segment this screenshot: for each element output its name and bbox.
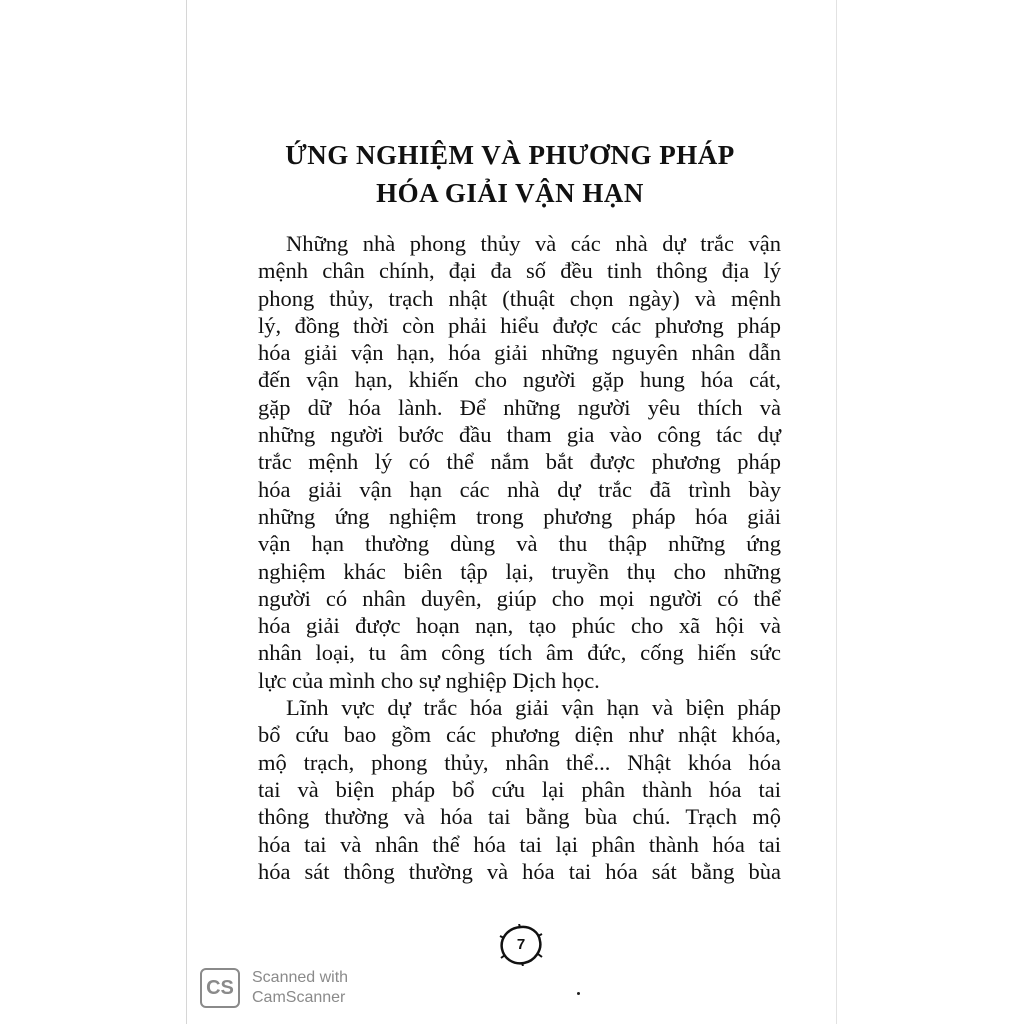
body-text [258, 230, 781, 885]
text-line: lý, đồng thời còn phải hiểu được các phương pháp [258, 312, 781, 338]
text-line: tai và biện pháp bổ cứu lại phân thành hóa tai [258, 776, 781, 802]
text-line: Lĩnh vực dự trắc hóa giải vận hạn và biện pháp [286, 695, 781, 721]
page-edge-right [836, 0, 837, 1024]
text-line: hóa tai và nhân thể hóa tai lại phân thành hóa tai [258, 831, 781, 857]
text-line: phong thủy, trạch nhật (thuật chọn ngày) và mệnh [258, 285, 781, 311]
text-line: người có nhân duyên, giúp cho mọi người có thể [258, 585, 781, 611]
camscanner-watermark [200, 966, 380, 1010]
camscanner-text [252, 968, 348, 1008]
watermark-line-2: CamScanner [252, 989, 346, 1006]
text-line: đến vận hạn, khiến cho người gặp hung hóa cát, [258, 367, 781, 393]
text-line: hóa sát thông thường và hóa tai hóa sát bằng bùa [258, 858, 781, 884]
text-line: những ứng nghiệm trong phương pháp hóa giải [258, 503, 781, 529]
scan-speck [577, 992, 580, 995]
text-line: những người bước đầu tham gia vào công tác dự [258, 422, 781, 448]
paragraph-2 [258, 694, 781, 885]
chapter-title-line-2: HÓA GIẢI VẬN HẠN [376, 178, 644, 208]
text-line: mệnh chân chính, đại đa số đều tinh thông địa lý [258, 258, 781, 284]
text-line: hóa giải vận hạn, hóa giải những nguyên nhân dẫn [258, 340, 781, 366]
chapter-title-line-1: ỨNG NGHIỆM VÀ PHƯƠNG PHÁP [285, 140, 735, 170]
page-edge-left [186, 0, 187, 1024]
text-line: mộ trạch, phong thủy, nhân thể... Nhật khóa hóa [258, 749, 781, 775]
page-number-text: 7 [516, 936, 526, 953]
paragraph-1 [258, 230, 781, 694]
text-line: nghiệm khác biên tập lại, truyền thụ cho những [258, 558, 781, 584]
text-line: hóa giải được hoạn nạn, tạo phúc cho xã hội và [258, 613, 781, 639]
watermark-line-1: Scanned with [252, 969, 349, 986]
text-line: gặp dữ hóa lành. Để những người yêu thích và [258, 394, 781, 420]
text-line: Những nhà phong thủy và các nhà dự trắc vận [286, 231, 781, 256]
text-line: thông thường và hóa tai bằng bùa chú. Trạch mộ [258, 804, 781, 830]
text-line: nhân loại, tu âm công tích âm đức, cống hiến sức [258, 640, 781, 666]
chapter-title [240, 136, 780, 212]
text-line: trắc mệnh lý có thể nắm bắt được phương pháp [258, 449, 781, 475]
text-line: vận hạn thường dùng và thu thập những ứng [258, 531, 781, 557]
camscanner-logo-icon: CS [200, 968, 240, 1008]
page-number [498, 924, 544, 966]
text-line: lực của mình cho sự nghiệp Dịch học. [258, 667, 600, 693]
text-line: hóa giải vận hạn các nhà dự trắc đã trình bày [258, 476, 781, 502]
text-line: bổ cứu bao gồm các phương diện như nhật khóa, [258, 722, 781, 748]
